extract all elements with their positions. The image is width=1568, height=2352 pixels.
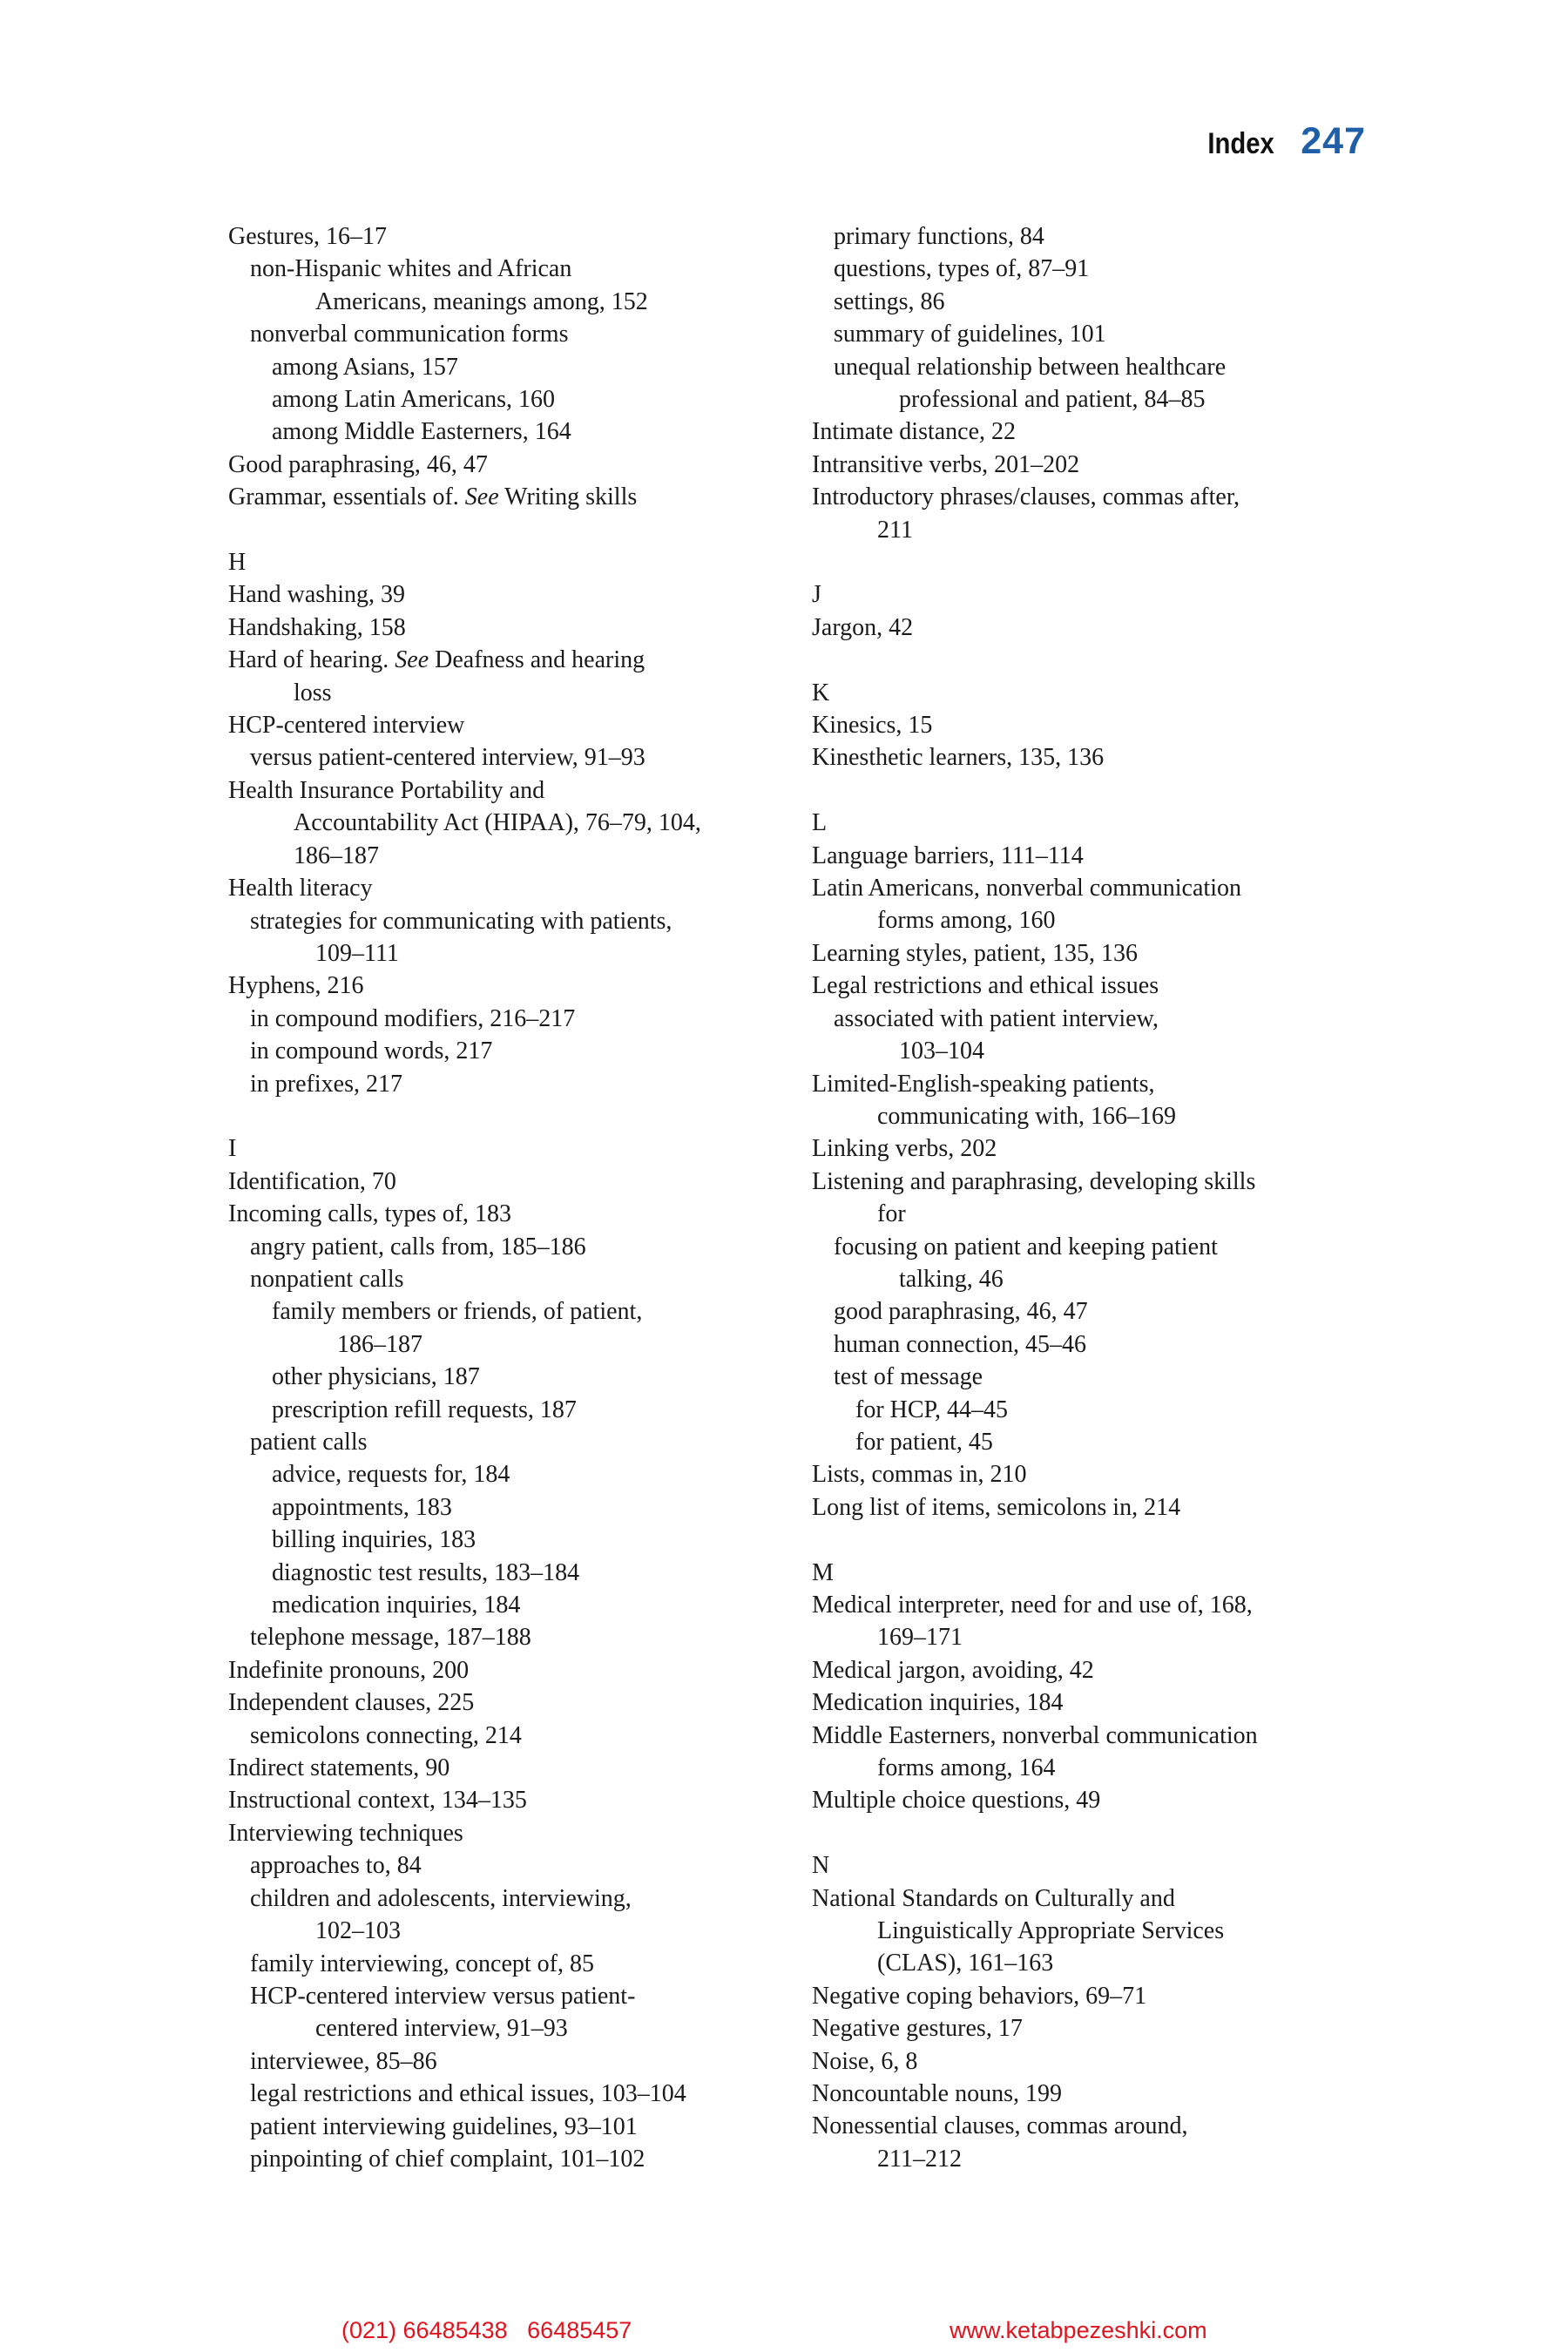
index-entry: Kinesthetic learners, 135, 136: [812, 744, 1105, 772]
index-entry: nonpatient calls: [250, 1265, 404, 1293]
index-entry: Limited-English-speaking patients,: [812, 1070, 1155, 1098]
index-entry: strategies for communicating with patients,: [250, 907, 672, 935]
index-entry: HCP-centered interview: [228, 712, 465, 740]
index-entry: Americans, meanings among, 152: [315, 287, 648, 315]
section-gap: [228, 514, 786, 546]
index-entry: Hard of hearing. See Deafness and hearing: [228, 646, 645, 674]
index-entry: Hyphens, 216: [228, 972, 364, 1000]
index-entry: 186–187: [337, 1330, 422, 1358]
index-entry: questions, types of, 87–91: [834, 255, 1090, 283]
index-entry: Interviewing techniques: [228, 1819, 463, 1847]
index-entry: for: [877, 1200, 906, 1228]
index-entry: National Standards on Culturally and: [812, 1884, 1175, 1912]
index-entry: Medication inquiries, 184: [812, 1689, 1064, 1717]
index-entry: (CLAS), 161–163: [877, 1950, 1054, 1977]
index-entry: Legal restrictions and ethical issues: [812, 972, 1159, 1000]
index-entry: unequal relationship between healthcare: [834, 353, 1227, 381]
index-entry: telephone message, 187–188: [250, 1624, 531, 1652]
index-entry: in compound modifiers, 216–217: [250, 1004, 576, 1032]
index-entry: Instructional context, 134–135: [228, 1787, 527, 1815]
index-entry: versus patient-centered interview, 91–93: [250, 744, 645, 772]
footer-url[interactable]: www.ketabpezeshki.com: [950, 2317, 1207, 2343]
index-entry: 169–171: [877, 1624, 963, 1652]
section-gap: [812, 1524, 1369, 1556]
index-entry: family interviewing, concept of, 85: [250, 1950, 594, 1977]
index-entry: approaches to, 84: [250, 1852, 422, 1880]
index-entry: Negative coping behaviors, 69–71: [812, 1982, 1147, 2010]
index-entry: communicating with, 166–169: [877, 1102, 1176, 1130]
index-entry: talking, 46: [899, 1265, 1004, 1293]
index-entry: 103–104: [899, 1037, 984, 1065]
index-entry: Identification, 70: [228, 1167, 396, 1195]
index-entry: K: [812, 679, 830, 706]
index-entry: settings, 86: [834, 287, 945, 315]
index-entry: Incoming calls, types of, 183: [228, 1200, 512, 1228]
index-entry: 186–187: [294, 841, 379, 869]
index-entry: billing inquiries, 183: [272, 1526, 476, 1554]
index-entry: Noise, 6, 8: [812, 2047, 918, 2075]
index-entry: non-Hispanic whites and African: [250, 255, 572, 283]
index-entry: summary of guidelines, 101: [834, 321, 1106, 348]
index-entry: Hand washing, 39: [228, 581, 405, 609]
index-entry: Indefinite pronouns, 200: [228, 1656, 470, 1684]
index-entry: medication inquiries, 184: [272, 1592, 521, 1619]
section-gap: [812, 774, 1369, 807]
index-entry: Long list of items, semicolons in, 214: [812, 1493, 1181, 1521]
index-entry: prescription refill requests, 187: [272, 1396, 577, 1423]
index-entry: Independent clauses, 225: [228, 1689, 475, 1717]
index-entry: Intimate distance, 22: [812, 418, 1017, 446]
index-entry: advice, requests for, 184: [272, 1461, 510, 1489]
index-entry: primary functions, 84: [834, 223, 1044, 250]
index-entry: I: [228, 1135, 237, 1163]
index-entry: patient interviewing guidelines, 93–101: [250, 2112, 638, 2140]
index-entry: pinpointing of chief complaint, 101–102: [250, 2145, 645, 2173]
index-entry: Multiple choice questions, 49: [812, 1787, 1101, 1815]
index-entry: human connection, 45–46: [834, 1330, 1087, 1358]
index-entry: HCP-centered interview versus patient-: [250, 1982, 636, 2010]
index-entry: interviewee, 85–86: [250, 2047, 437, 2075]
index-entry: J: [812, 581, 821, 609]
index-entry: 211–212: [877, 2145, 962, 2173]
index-entry: professional and patient, 84–85: [899, 386, 1206, 414]
index-entry: N: [812, 1852, 830, 1880]
section-gap: [812, 644, 1369, 676]
running-header: [1197, 120, 1366, 163]
index-entry: Health Insurance Portability and: [228, 776, 545, 804]
index-entry: loss: [294, 679, 332, 706]
index-entry: diagnostic test results, 183–184: [272, 1558, 580, 1586]
index-entry: Good paraphrasing, 46, 47: [228, 450, 488, 478]
index-entry: among Asians, 157: [272, 353, 458, 381]
section-gap: [812, 1817, 1369, 1849]
index-entry: Medical interpreter, need for and use of, 168,: [812, 1592, 1253, 1619]
index-entry: Introductory phrases/clauses, commas after,: [812, 483, 1240, 511]
index-entry: Latin Americans, nonverbal communication: [812, 875, 1241, 902]
index-entry: Medical jargon, avoiding, 42: [812, 1656, 1094, 1684]
index-entry: other physicians, 187: [272, 1363, 480, 1391]
index-entry: appointments, 183: [272, 1493, 452, 1521]
index-entry: focusing on patient and keeping patient: [834, 1233, 1218, 1260]
footer-phone: (021) 66485438 66485457: [341, 2317, 632, 2343]
index-entry: Intransitive verbs, 201–202: [812, 450, 1080, 478]
index-column-left: [228, 220, 786, 2175]
index-entry: good paraphrasing, 46, 47: [834, 1298, 1088, 1326]
index-entry: Linguistically Appropriate Services: [877, 1917, 1225, 1945]
index-entry: Linking verbs, 202: [812, 1135, 997, 1163]
index-entry: in prefixes, 217: [250, 1070, 402, 1098]
index-entry: Jargon, 42: [812, 613, 914, 641]
section-gap: [812, 546, 1369, 578]
index-entry: Negative gestures, 17: [812, 2015, 1023, 2043]
index-entry: among Latin Americans, 160: [272, 386, 556, 414]
index-entry: for patient, 45: [855, 1428, 993, 1456]
index-entry: L: [812, 809, 828, 837]
index-entry: Kinesics, 15: [812, 712, 933, 740]
index-entry: forms among, 160: [877, 907, 1056, 935]
index-entry: angry patient, calls from, 185–186: [250, 1233, 586, 1260]
index-entry: 211: [877, 516, 913, 544]
index-entry: Middle Easterners, nonverbal communication: [812, 1721, 1258, 1749]
index-entry: Learning styles, patient, 135, 136: [812, 939, 1139, 967]
index-entry: Listening and paraphrasing, developing skills: [812, 1167, 1256, 1195]
index-entry: among Middle Easterners, 164: [272, 418, 571, 446]
index-entry: semicolons connecting, 214: [250, 1721, 522, 1749]
index-entry: associated with patient interview,: [834, 1004, 1159, 1032]
index-entry: M: [812, 1558, 834, 1586]
index-entry: for HCP, 44–45: [855, 1396, 1009, 1423]
index-entry: legal restrictions and ethical issues, 103–104: [250, 2080, 686, 2108]
index-entry: Gestures, 16–17: [228, 223, 387, 250]
index-entry: Nonessential clauses, commas around,: [812, 2112, 1188, 2140]
index-column-right: [812, 220, 1369, 2175]
index-entry: forms among, 164: [877, 1754, 1056, 1782]
section-gap: [228, 1100, 786, 1132]
index-entry: Health literacy: [228, 875, 373, 902]
index-entry: H: [228, 549, 247, 577]
index-entry: centered interview, 91–93: [315, 2015, 568, 2043]
index-entry: family members or friends, of patient,: [272, 1298, 643, 1326]
index-entry: Accountability Act (HIPAA), 76–79, 104,: [294, 809, 701, 837]
index-entry: in compound words, 217: [250, 1037, 493, 1065]
index-entry: Lists, commas in, 210: [812, 1461, 1027, 1489]
index-entry: 109–111: [315, 939, 399, 967]
index-entry: Indirect statements, 90: [228, 1754, 450, 1782]
index-entry: Grammar, essentials of. See Writing skills: [228, 483, 638, 511]
index-entry: patient calls: [250, 1429, 368, 1456]
index-entry: Noncountable nouns, 199: [812, 2080, 1062, 2108]
index-entry: Handshaking, 158: [228, 613, 406, 641]
page-number: 247: [1301, 120, 1366, 162]
index-entry: Language barriers, 111–114: [812, 841, 1084, 869]
index-entry: test of message: [834, 1363, 983, 1391]
header-label: Index: [1207, 127, 1275, 160]
index-entry: children and adolescents, interviewing,: [250, 1884, 632, 1912]
index-entry: 102–103: [315, 1917, 401, 1945]
index-entry: nonverbal communication forms: [250, 321, 569, 348]
